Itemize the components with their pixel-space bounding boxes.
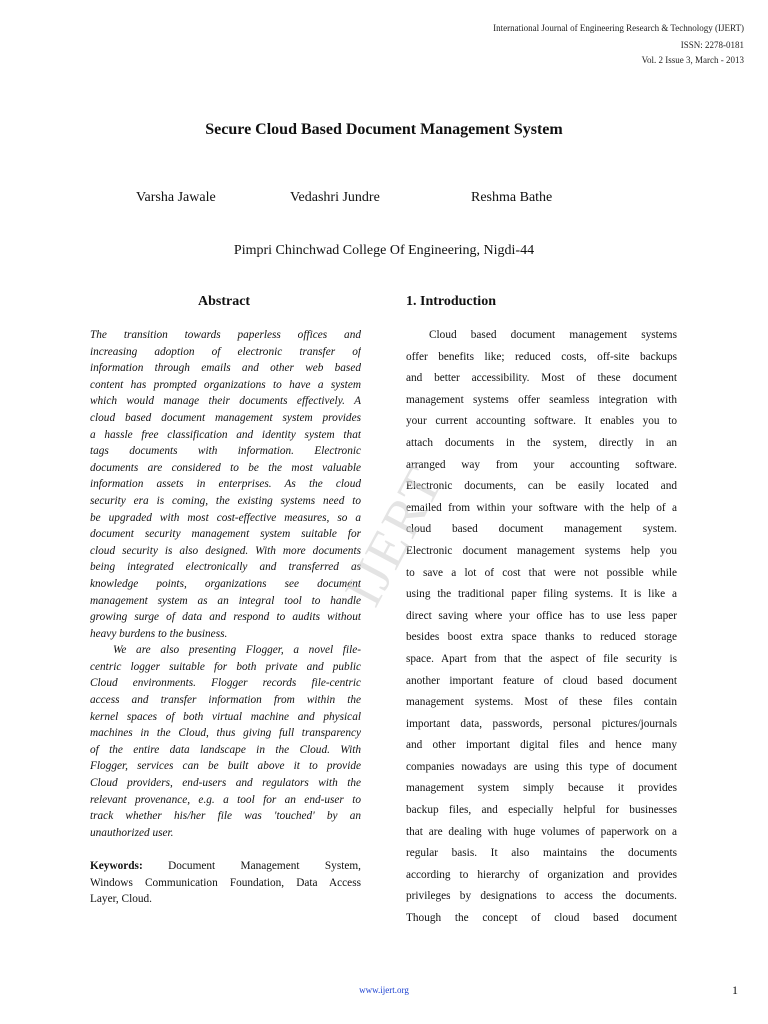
abstract-line: growing surge of data and respond to audits without bbox=[90, 611, 361, 624]
abstract-line: management system as an integral tool to handle bbox=[90, 594, 361, 607]
abstract-line: Cloud providers, end-users and regulators with the bbox=[90, 777, 361, 790]
abstract-line: Cloud environments. Flogger records file-centric bbox=[90, 677, 361, 690]
abstract-line: tags documents with information. Electronic bbox=[90, 445, 361, 458]
affiliation: Pimpri Chinchwad College Of Engineering, Nigdi-44 bbox=[233, 243, 535, 258]
intro-line: important data, passwords, personal pictures/journals bbox=[406, 717, 677, 730]
keywords-line: Windows Communication Foundation, Data Access bbox=[90, 876, 361, 889]
abstract-line: centric logger suitable for both private and public bbox=[90, 660, 361, 673]
volume-issue: Vol. 2 Issue 3, March - 2013 bbox=[641, 55, 744, 65]
abstract-line: kernel spaces of both virtual machine and physical bbox=[90, 710, 361, 723]
intro-line: and better accessibility. Most of these document bbox=[406, 372, 677, 385]
keywords-line: Layer, Cloud. bbox=[90, 893, 152, 906]
abstract-line: We are also presenting Flogger, a novel file- bbox=[113, 644, 361, 657]
intro-line: companies nowadays are using this type of document bbox=[406, 760, 677, 773]
abstract-line: of the entire data landscape in the Cloud. With bbox=[90, 743, 361, 756]
abstract-line: information through emails and other web based bbox=[90, 362, 361, 375]
intro-line: cloud based document management system. bbox=[406, 523, 677, 536]
keywords-text: Document Management System, bbox=[168, 860, 361, 872]
intro-line: management systems offer seamless integration with bbox=[406, 393, 677, 406]
abstract-line: being integrated electronically and transferred as bbox=[90, 561, 361, 574]
intro-line: your current accounting software. It enables you to bbox=[406, 415, 677, 428]
abstract-line: content has prompted organizations to have a system bbox=[90, 378, 361, 391]
abstract-line: increasing adoption of electronic transfer of bbox=[90, 345, 361, 358]
abstract-line: machines in the Cloud, thus giving full transparency bbox=[90, 727, 361, 740]
intro-line: backup files, and especially helpful for businesses bbox=[406, 804, 677, 817]
author-1: Varsha Jawale bbox=[136, 190, 216, 205]
abstract-line: security era is coming, the existing systems need to bbox=[90, 494, 361, 507]
abstract-body bbox=[90, 327, 361, 841]
ijert-watermark: IJERT bbox=[332, 456, 456, 616]
abstract-line: document security management system suitable for bbox=[90, 528, 361, 541]
abstract-heading: Abstract bbox=[198, 294, 251, 309]
issn: ISSN: 2278-0181 bbox=[680, 40, 744, 50]
abstract-line: be upgraded with most cost-effective measures, so a bbox=[90, 511, 361, 524]
intro-line: Though the concept of cloud based document bbox=[406, 912, 677, 925]
intro-line: offer benefits like; reduced costs, off-site backups bbox=[406, 350, 677, 363]
abstract-line: heavy burdens to the business. bbox=[90, 627, 228, 640]
intro-line: Electronic documents, can be easily located and bbox=[406, 480, 677, 493]
intro-line: management systems. Most of these files contain bbox=[406, 696, 677, 709]
author-3: Reshma Bathe bbox=[471, 190, 553, 205]
intro-line: direct saving where your office has to use less paper bbox=[406, 609, 677, 622]
intro-line: Electronic document management systems help you bbox=[406, 544, 677, 557]
abstract-line: cloud based document management system provides bbox=[90, 411, 361, 424]
intro-line: management system simply because it provides bbox=[406, 782, 677, 795]
keywords-line bbox=[90, 858, 361, 875]
abstract-line: relevant provenance, e.g. a tool for an end-user to bbox=[90, 793, 361, 806]
journal-name: International Journal of Engineering Research & Technology (IJERT) bbox=[493, 23, 744, 33]
abstract-line: information assets in enterprises. As the cloud bbox=[90, 478, 361, 491]
intro-line: another important feature of cloud based document bbox=[406, 674, 677, 687]
abstract-line: which would manage their documents effectively. A bbox=[90, 395, 361, 408]
footer-link[interactable]: www.ijert.org bbox=[359, 985, 409, 995]
intro-line: that are dealing with huge volumes of paperwork on a bbox=[406, 825, 677, 838]
intro-line: Cloud based document management systems bbox=[429, 329, 677, 341]
keywords-block bbox=[90, 858, 361, 908]
intro-line: using the traditional paper filing systems. It is like a bbox=[406, 588, 677, 601]
introduction-body bbox=[406, 325, 677, 930]
intro-line: to save a lot of cost that were not possible while bbox=[406, 566, 677, 579]
intro-line: emailed from within your software with the help of a bbox=[406, 501, 677, 514]
intro-line: privileges by designations to access the documents. bbox=[406, 890, 677, 903]
intro-line: and other important digital files and hence many bbox=[406, 739, 677, 752]
abstract-line: The transition towards paperless offices and bbox=[90, 329, 361, 341]
keywords-label: Keywords: bbox=[90, 860, 143, 872]
intro-line: regular basis. It also maintains the documents bbox=[406, 847, 677, 860]
author-2: Vedashri Jundre bbox=[290, 190, 380, 205]
abstract-line: access and transfer information from within the bbox=[90, 694, 361, 707]
introduction-heading: 1. Introduction bbox=[406, 294, 496, 309]
paper-title: Secure Cloud Based Document Management System bbox=[205, 121, 563, 138]
page-number: 1 bbox=[732, 983, 738, 997]
intro-line: besides boost extra space thanks to reduced storage bbox=[406, 631, 677, 644]
intro-line: arranged way from your accounting software. bbox=[406, 458, 677, 471]
intro-line: space. Apart from that the aspect of file security is bbox=[406, 652, 677, 665]
abstract-line: documents are considered to be the most valuable bbox=[90, 461, 361, 474]
abstract-line: cloud security is also designed. With more documents bbox=[90, 544, 361, 557]
abstract-line: unauthorized user. bbox=[90, 826, 174, 839]
abstract-line: Flogger, services can be built above it to provide bbox=[90, 760, 361, 773]
intro-line: according to hierarchy of organization and provides bbox=[406, 868, 677, 881]
abstract-line: track whether his/her file was 'touched' by an bbox=[90, 810, 361, 823]
abstract-line: knowledge points, organizations see document bbox=[90, 577, 361, 590]
intro-line: attach documents in the system, directly in an bbox=[406, 436, 677, 449]
abstract-line: a hassle free classification and identity system that bbox=[90, 428, 361, 441]
